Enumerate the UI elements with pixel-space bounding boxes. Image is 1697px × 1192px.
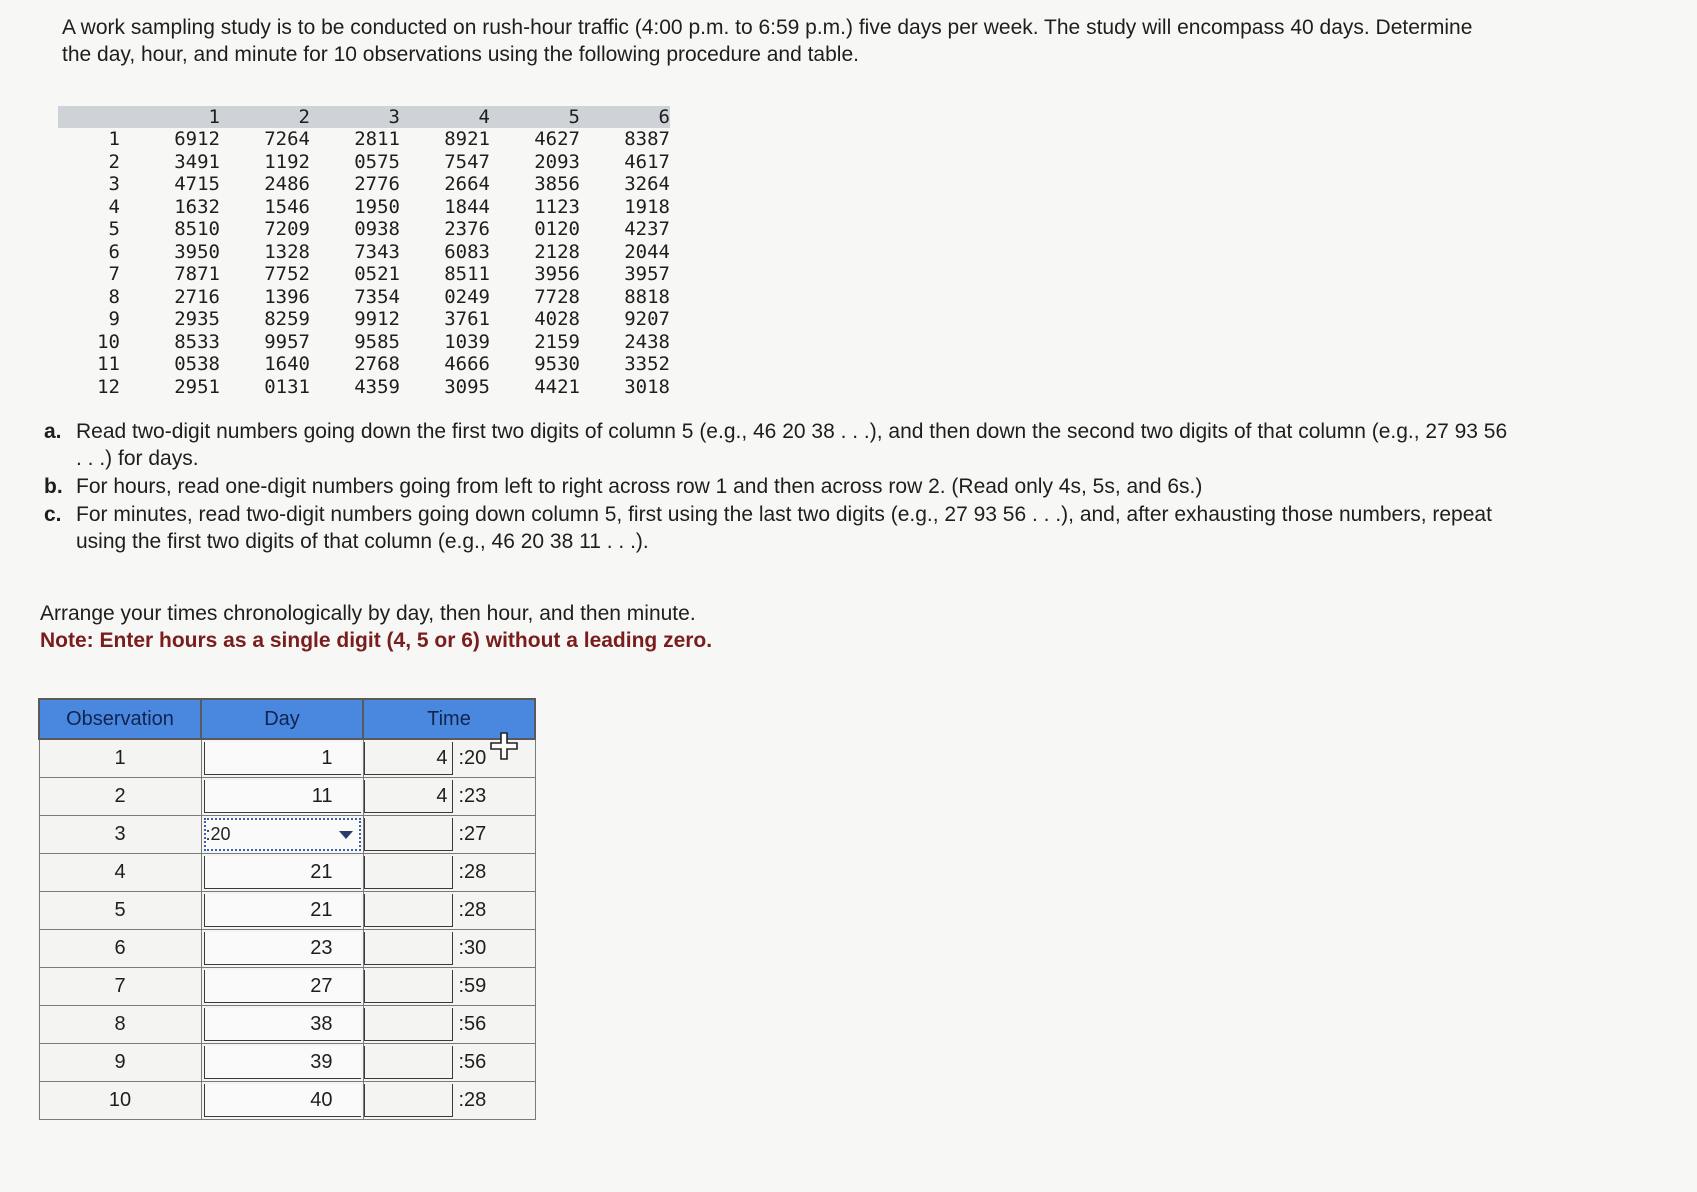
arrange-instruction: Arrange your times chronologically by day, then hour, and then minute. bbox=[40, 602, 696, 625]
random-table-corner bbox=[58, 106, 130, 128]
random-table-cell: 0249 bbox=[444, 285, 490, 308]
hour-input[interactable] bbox=[364, 932, 452, 965]
random-table-cell: 1039 bbox=[444, 330, 490, 353]
observation-number: 6 bbox=[39, 930, 201, 968]
random-table-cell: 1396 bbox=[264, 285, 310, 308]
random-table-row bbox=[58, 128, 670, 151]
hour-input[interactable]: 4 bbox=[364, 742, 452, 775]
minute-value: :59 bbox=[452, 970, 530, 1003]
time-cell bbox=[363, 816, 535, 854]
random-table-cell: 7728 bbox=[534, 285, 580, 308]
day-input[interactable] bbox=[204, 1046, 361, 1079]
random-table-row bbox=[58, 353, 670, 376]
random-table-header-row bbox=[58, 106, 670, 128]
minute-value: :28 bbox=[452, 894, 530, 927]
minute-value: :27 bbox=[452, 818, 530, 851]
random-table-cell: 1950 bbox=[354, 195, 400, 218]
random-table-cell: 1632 bbox=[174, 195, 220, 218]
random-table-row-number: 7 bbox=[108, 263, 120, 286]
hour-input[interactable] bbox=[364, 1046, 452, 1079]
day-cell bbox=[201, 816, 363, 854]
time-cell bbox=[363, 930, 535, 968]
random-table-cell: 8510 bbox=[174, 218, 220, 241]
random-table-cell: 4666 bbox=[444, 353, 490, 376]
day-cell bbox=[201, 1006, 363, 1044]
random-table-cell: 2093 bbox=[534, 150, 580, 173]
random-table-cell: 3856 bbox=[534, 173, 580, 196]
time-cell bbox=[363, 1006, 535, 1044]
random-table-col-header: 6 bbox=[580, 106, 670, 128]
day-cell bbox=[201, 892, 363, 930]
random-table-cell: 7264 bbox=[264, 128, 310, 151]
day-value: 1 bbox=[321, 746, 333, 769]
minute-value: :20 bbox=[452, 742, 530, 775]
random-table-row bbox=[58, 151, 670, 174]
random-table-cell: 3264 bbox=[624, 173, 670, 196]
hour-input[interactable] bbox=[364, 818, 452, 851]
random-table-row-number: 8 bbox=[108, 285, 120, 308]
instruction-label: b. bbox=[44, 475, 63, 498]
random-table-cell: 4627 bbox=[534, 128, 580, 151]
random-table-cell: 6912 bbox=[174, 128, 220, 151]
random-table-cell: 9585 bbox=[354, 330, 400, 353]
minute-value: :28 bbox=[452, 856, 530, 889]
day-value: 23 bbox=[310, 936, 333, 959]
instruction-b bbox=[44, 473, 1514, 500]
random-table-row-number: 11 bbox=[97, 353, 120, 376]
time-cell bbox=[363, 1044, 535, 1082]
random-table-row-number: 5 bbox=[108, 218, 120, 241]
observation-number: 5 bbox=[39, 892, 201, 930]
random-table-cell: 3491 bbox=[174, 150, 220, 173]
random-table-cell: 2044 bbox=[624, 240, 670, 263]
day-cell bbox=[201, 968, 363, 1006]
time-cell bbox=[363, 968, 535, 1006]
random-table-cell: 2664 bbox=[444, 173, 490, 196]
random-table-row-number: 10 bbox=[97, 330, 120, 353]
answer-row bbox=[39, 816, 535, 854]
random-table-row bbox=[58, 331, 670, 354]
random-table-cell: 0538 bbox=[174, 353, 220, 376]
day-value: 21 bbox=[310, 860, 333, 883]
day-value: 27 bbox=[310, 974, 333, 997]
random-table-col-header: 4 bbox=[400, 106, 490, 128]
day-input[interactable] bbox=[204, 970, 361, 1003]
random-table-cell: 2128 bbox=[534, 240, 580, 263]
random-table-col-header: 1 bbox=[130, 106, 220, 128]
random-table-cell: 2486 bbox=[264, 173, 310, 196]
time-header: Time bbox=[363, 699, 535, 739]
day-cell bbox=[201, 778, 363, 816]
random-table-cell: 2716 bbox=[174, 285, 220, 308]
hour-input[interactable] bbox=[364, 856, 452, 889]
random-table-cell: 3018 bbox=[624, 375, 670, 398]
random-table-cell: 2159 bbox=[534, 330, 580, 353]
random-table-cell: 1918 bbox=[624, 195, 670, 218]
random-table-cell: 9912 bbox=[354, 308, 400, 331]
minute-value: :28 bbox=[452, 1084, 530, 1117]
random-table-row bbox=[58, 286, 670, 309]
observation-number: 8 bbox=[39, 1006, 201, 1044]
random-table-row-number: 4 bbox=[108, 195, 120, 218]
random-table-col-header: 5 bbox=[490, 106, 580, 128]
random-table-cell: 7547 bbox=[444, 150, 490, 173]
time-cell bbox=[363, 854, 535, 892]
minute-value: :23 bbox=[452, 780, 530, 813]
time-cell bbox=[363, 1082, 535, 1120]
random-table-cell: 3950 bbox=[174, 240, 220, 263]
random-table-cell: 0521 bbox=[354, 263, 400, 286]
random-table-cell: 7871 bbox=[174, 263, 220, 286]
answer-row bbox=[39, 968, 535, 1006]
answer-table bbox=[38, 698, 536, 1120]
minute-value: :30 bbox=[452, 932, 530, 965]
day-input[interactable] bbox=[204, 894, 361, 927]
random-table-row bbox=[58, 173, 670, 196]
random-table-cell: 1123 bbox=[534, 195, 580, 218]
time-cell bbox=[363, 778, 535, 816]
random-table-cell: 4237 bbox=[624, 218, 670, 241]
random-table-cell: 2776 bbox=[354, 173, 400, 196]
random-table-row-number: 2 bbox=[108, 150, 120, 173]
random-table-cell: 9530 bbox=[534, 353, 580, 376]
hour-input[interactable] bbox=[364, 970, 452, 1003]
random-table-cell: 9207 bbox=[624, 308, 670, 331]
hour-input[interactable] bbox=[364, 1008, 452, 1041]
random-table-cell: 7752 bbox=[264, 263, 310, 286]
random-table-cell: 8387 bbox=[624, 128, 670, 151]
day-value: 40 bbox=[310, 1088, 333, 1111]
random-table-cell: 4359 bbox=[354, 375, 400, 398]
time-cell bbox=[363, 892, 535, 930]
answer-row bbox=[39, 930, 535, 968]
day-value: 39 bbox=[310, 1050, 333, 1073]
random-table-cell: 3957 bbox=[624, 263, 670, 286]
random-table-row bbox=[58, 263, 670, 286]
answer-header-row bbox=[39, 699, 535, 739]
random-table-cell: 0575 bbox=[354, 150, 400, 173]
day-dropdown-value: :20 bbox=[205, 824, 231, 844]
instructions bbox=[44, 418, 1514, 556]
day-input[interactable] bbox=[204, 856, 361, 889]
random-table-cell: 6083 bbox=[444, 240, 490, 263]
instruction-text: Read two-digit numbers going down the first two digits of column 5 (e.g., 46 20 38 . . .), and then down the second two digits of that column (e.g., 27 93 56 . . .) for days. bbox=[76, 420, 1508, 470]
random-table-row bbox=[58, 241, 670, 264]
minute-value: :56 bbox=[452, 1008, 530, 1041]
random-table-cell: 0120 bbox=[534, 218, 580, 241]
day-value: 21 bbox=[310, 898, 333, 921]
instruction-text: For minutes, read two-digit numbers going down column 5, first using the last two digits (e.g., 27 93 56 . . .), and, after exhausting those numbers, repeat using the first two digits of that column (e.g., 46 20 38 11 . . .). bbox=[76, 503, 1492, 553]
instruction-c bbox=[44, 501, 1514, 555]
random-table-cell: 3352 bbox=[624, 353, 670, 376]
random-table-cell: 0938 bbox=[354, 218, 400, 241]
random-table-cell: 4028 bbox=[534, 308, 580, 331]
answer-row bbox=[39, 1082, 535, 1120]
day-input[interactable] bbox=[204, 742, 361, 775]
random-table-cell: 3956 bbox=[534, 263, 580, 286]
random-table-row-number: 1 bbox=[108, 128, 120, 151]
instruction-text: For hours, read one-digit numbers going from left to right across row 1 and then across row 2. (Read only 4s, 5s, and 6s.) bbox=[76, 475, 1203, 498]
day-input[interactable] bbox=[204, 1008, 361, 1041]
hour-input[interactable]: 4 bbox=[364, 780, 452, 813]
random-table-row-number: 3 bbox=[108, 173, 120, 196]
problem-intro: A work sampling study is to be conducted on rush-hour traffic (4:00 p.m. to 6:59 p.m.) five days per week. The study will encompass 40 days. Determine the day, hour, and minute for 10 observations using the following procedure and table. bbox=[62, 16, 1473, 66]
chevron-down-icon[interactable] bbox=[339, 831, 353, 839]
random-table-cell: 3095 bbox=[444, 375, 490, 398]
random-table-cell: 8533 bbox=[174, 330, 220, 353]
day-cell bbox=[201, 854, 363, 892]
answer-row bbox=[39, 778, 535, 816]
random-table-cell: 7354 bbox=[354, 285, 400, 308]
note-text: Note: Enter hours as a single digit (4, 5 or 6) without a leading zero. bbox=[40, 629, 713, 652]
observation-number: 3 bbox=[39, 816, 201, 854]
observation-number: 7 bbox=[39, 968, 201, 1006]
random-table-row-number: 12 bbox=[97, 375, 120, 398]
answer-row bbox=[39, 739, 535, 778]
answer-row bbox=[39, 854, 535, 892]
random-table-row bbox=[58, 376, 670, 399]
instruction-label: a. bbox=[44, 420, 62, 443]
move-cursor-icon bbox=[489, 731, 519, 761]
answer-row bbox=[39, 1044, 535, 1082]
observation-number: 10 bbox=[39, 1082, 201, 1120]
random-table-col-header: 2 bbox=[220, 106, 310, 128]
random-table-cell: 4421 bbox=[534, 375, 580, 398]
random-table-col-header: 3 bbox=[310, 106, 400, 128]
random-table-cell: 1546 bbox=[264, 195, 310, 218]
day-dropdown[interactable] bbox=[204, 818, 361, 851]
day-input[interactable] bbox=[204, 1084, 361, 1117]
random-table-row-number: 6 bbox=[108, 240, 120, 263]
random-table-cell: 3761 bbox=[444, 308, 490, 331]
instruction-a bbox=[44, 418, 1514, 472]
random-table-row bbox=[58, 308, 670, 331]
random-table-cell: 0131 bbox=[264, 375, 310, 398]
day-input[interactable] bbox=[204, 780, 361, 813]
random-table-cell: 2935 bbox=[174, 308, 220, 331]
random-table-cell: 2768 bbox=[354, 353, 400, 376]
random-table-cell: 1192 bbox=[264, 150, 310, 173]
observation-number: 4 bbox=[39, 854, 201, 892]
day-value: 38 bbox=[310, 1012, 333, 1035]
day-value: 11 bbox=[311, 784, 333, 807]
day-cell bbox=[201, 1082, 363, 1120]
random-table-cell: 7209 bbox=[264, 218, 310, 241]
answer-row bbox=[39, 892, 535, 930]
random-table-cell: 2811 bbox=[354, 128, 400, 151]
day-cell bbox=[201, 930, 363, 968]
hour-input[interactable] bbox=[364, 894, 452, 927]
random-table-cell: 1640 bbox=[264, 353, 310, 376]
random-table-row bbox=[58, 196, 670, 219]
random-table-cell: 1844 bbox=[444, 195, 490, 218]
random-table-cell: 8921 bbox=[444, 128, 490, 151]
day-cell bbox=[201, 1044, 363, 1082]
random-table-cell: 8818 bbox=[624, 285, 670, 308]
day-header: Day bbox=[201, 699, 363, 739]
observation-header: Observation bbox=[39, 699, 201, 739]
observation-number: 2 bbox=[39, 778, 201, 816]
observation-number: 9 bbox=[39, 1044, 201, 1082]
minute-value: :56 bbox=[452, 1046, 530, 1079]
random-table-cell: 8511 bbox=[444, 263, 490, 286]
day-input[interactable] bbox=[204, 932, 361, 965]
observation-number: 1 bbox=[39, 739, 201, 778]
day-cell bbox=[201, 739, 363, 778]
random-table-row-number: 9 bbox=[108, 308, 120, 331]
random-table-row bbox=[58, 218, 670, 241]
random-table-cell: 9957 bbox=[264, 330, 310, 353]
random-number-table bbox=[58, 106, 670, 398]
random-table-cell: 4715 bbox=[174, 173, 220, 196]
random-table-cell: 8259 bbox=[264, 308, 310, 331]
random-table-cell: 2951 bbox=[174, 375, 220, 398]
hour-input[interactable] bbox=[364, 1084, 452, 1117]
random-table-cell: 1328 bbox=[264, 240, 310, 263]
random-table-cell: 4617 bbox=[624, 150, 670, 173]
random-table-cell: 2376 bbox=[444, 218, 490, 241]
instruction-label: c. bbox=[44, 503, 62, 526]
answer-row bbox=[39, 1006, 535, 1044]
random-table-cell: 2438 bbox=[624, 330, 670, 353]
random-table-cell: 7343 bbox=[354, 240, 400, 263]
